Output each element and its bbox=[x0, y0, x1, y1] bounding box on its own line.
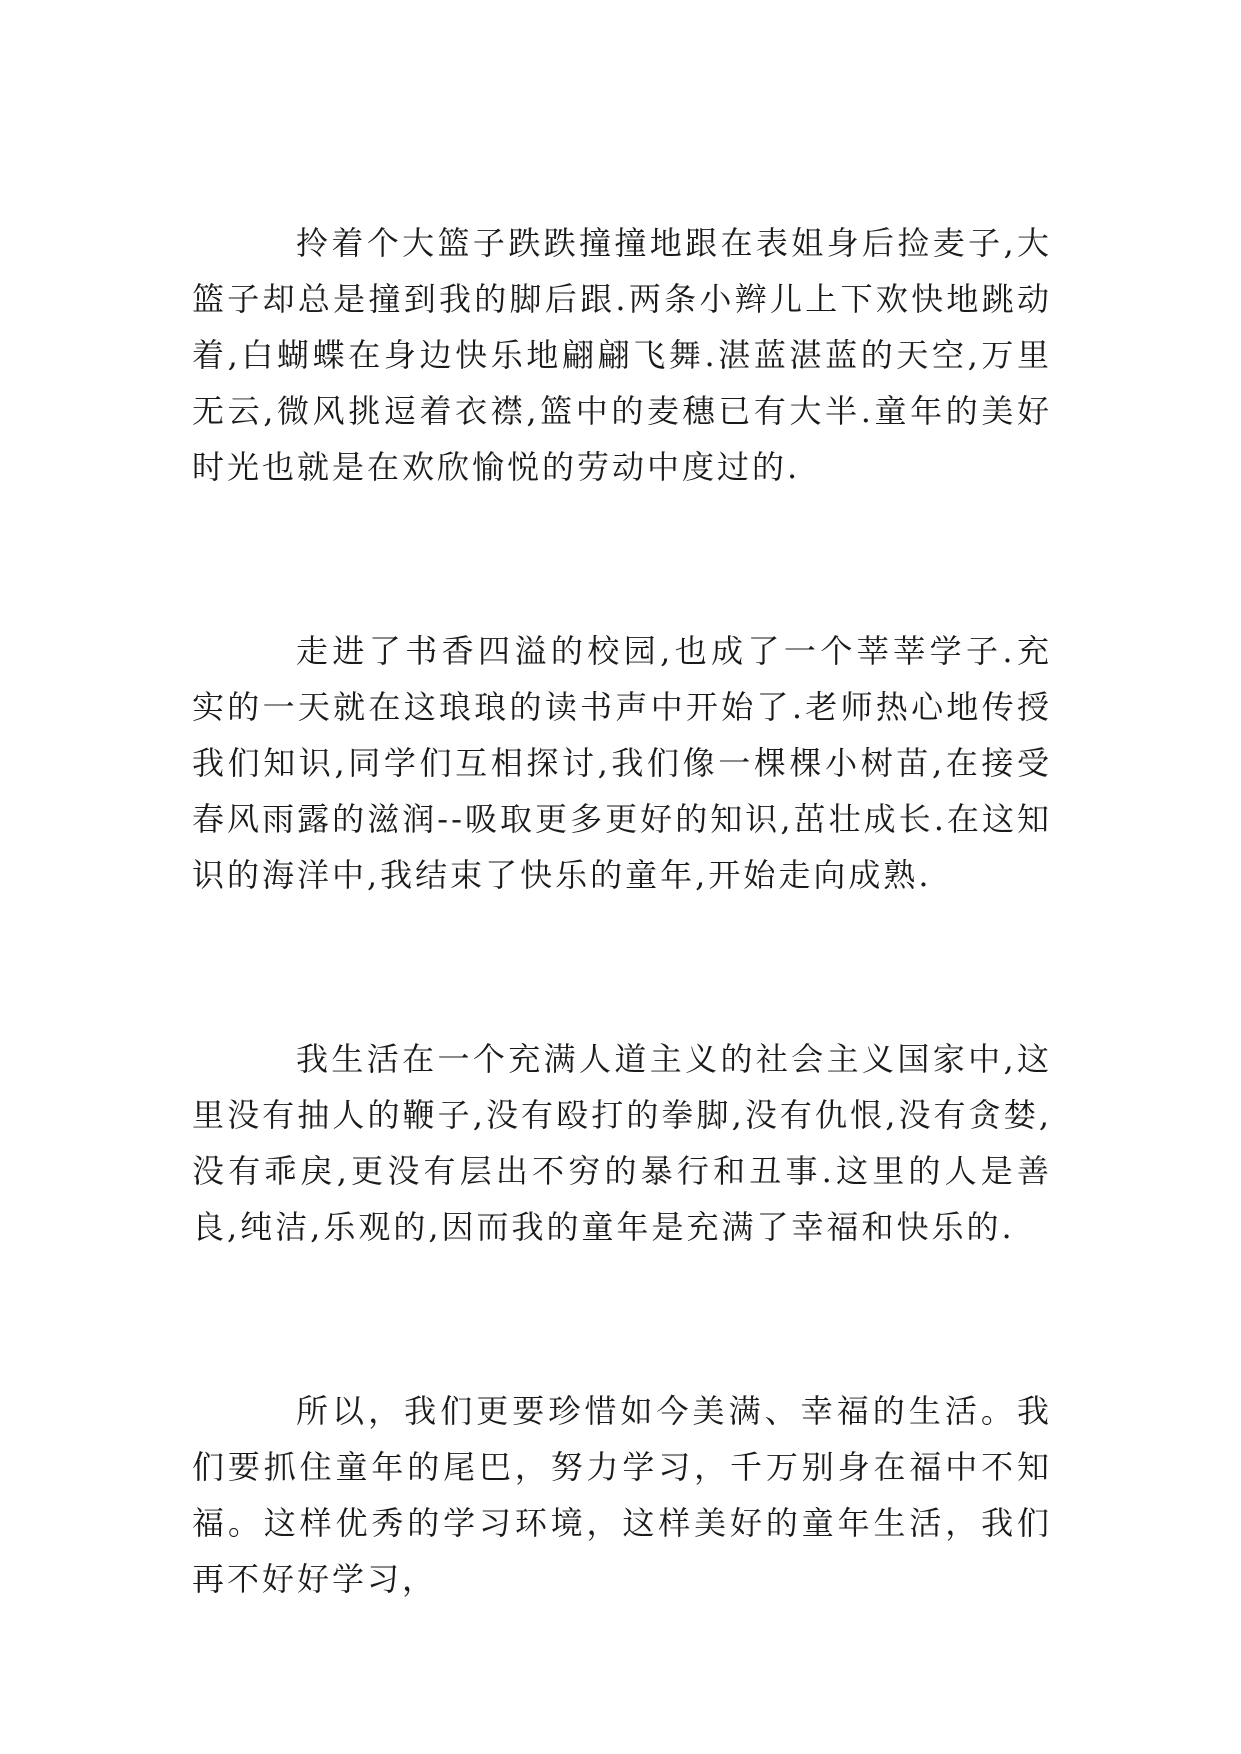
paragraph-school-life: 走进了书香四溢的校园,也成了一个莘莘学子.充实的一天就在这琅琅的读书声中开始了.老师热心地传授我们知识,同学们互相探讨,我们像一棵棵小树苗,在接受春风雨露的滋润--吸取更多更好的知识,茁壮成长.在这知识的海洋中,我结束了快乐的童年,开始走向成熟. bbox=[192, 632, 1052, 894]
paragraph-happy-country: 我生活在一个充满人道主义的社会主义国家中,这里没有抽人的鞭子,没有殴打的拳脚,没有仇恨,没有贪婪,没有乖戾,更没有层出不穷的暴行和丑事.这里的人是善良,纯洁,乐观的,因而我的童年是充满了幸福和快乐的. bbox=[192, 1040, 1052, 1246]
paragraph-harvest-memory: 拎着个大篮子跌跌撞撞地跟在表姐身后捡麦子,大篮子却总是撞到我的脚后跟.两条小辫儿上下欢快地跳动着,白蝴蝶在身边快乐地翩翩飞舞.湛蓝湛蓝的天空,万里无云,微风挑逗着衣襟,篮中的麦穗已有大半.童年的美好时光也就是在欢欣愉悦的劳动中度过的. bbox=[192, 224, 1052, 486]
paragraph-cherish-life: 所以，我们更要珍惜如今美满、幸福的生活。我们要抓住童年的尾巴，努力学习，千万别身在福中不知福。这样优秀的学习环境，这样美好的童年生活，我们再不好好学习， bbox=[192, 1392, 1052, 1598]
